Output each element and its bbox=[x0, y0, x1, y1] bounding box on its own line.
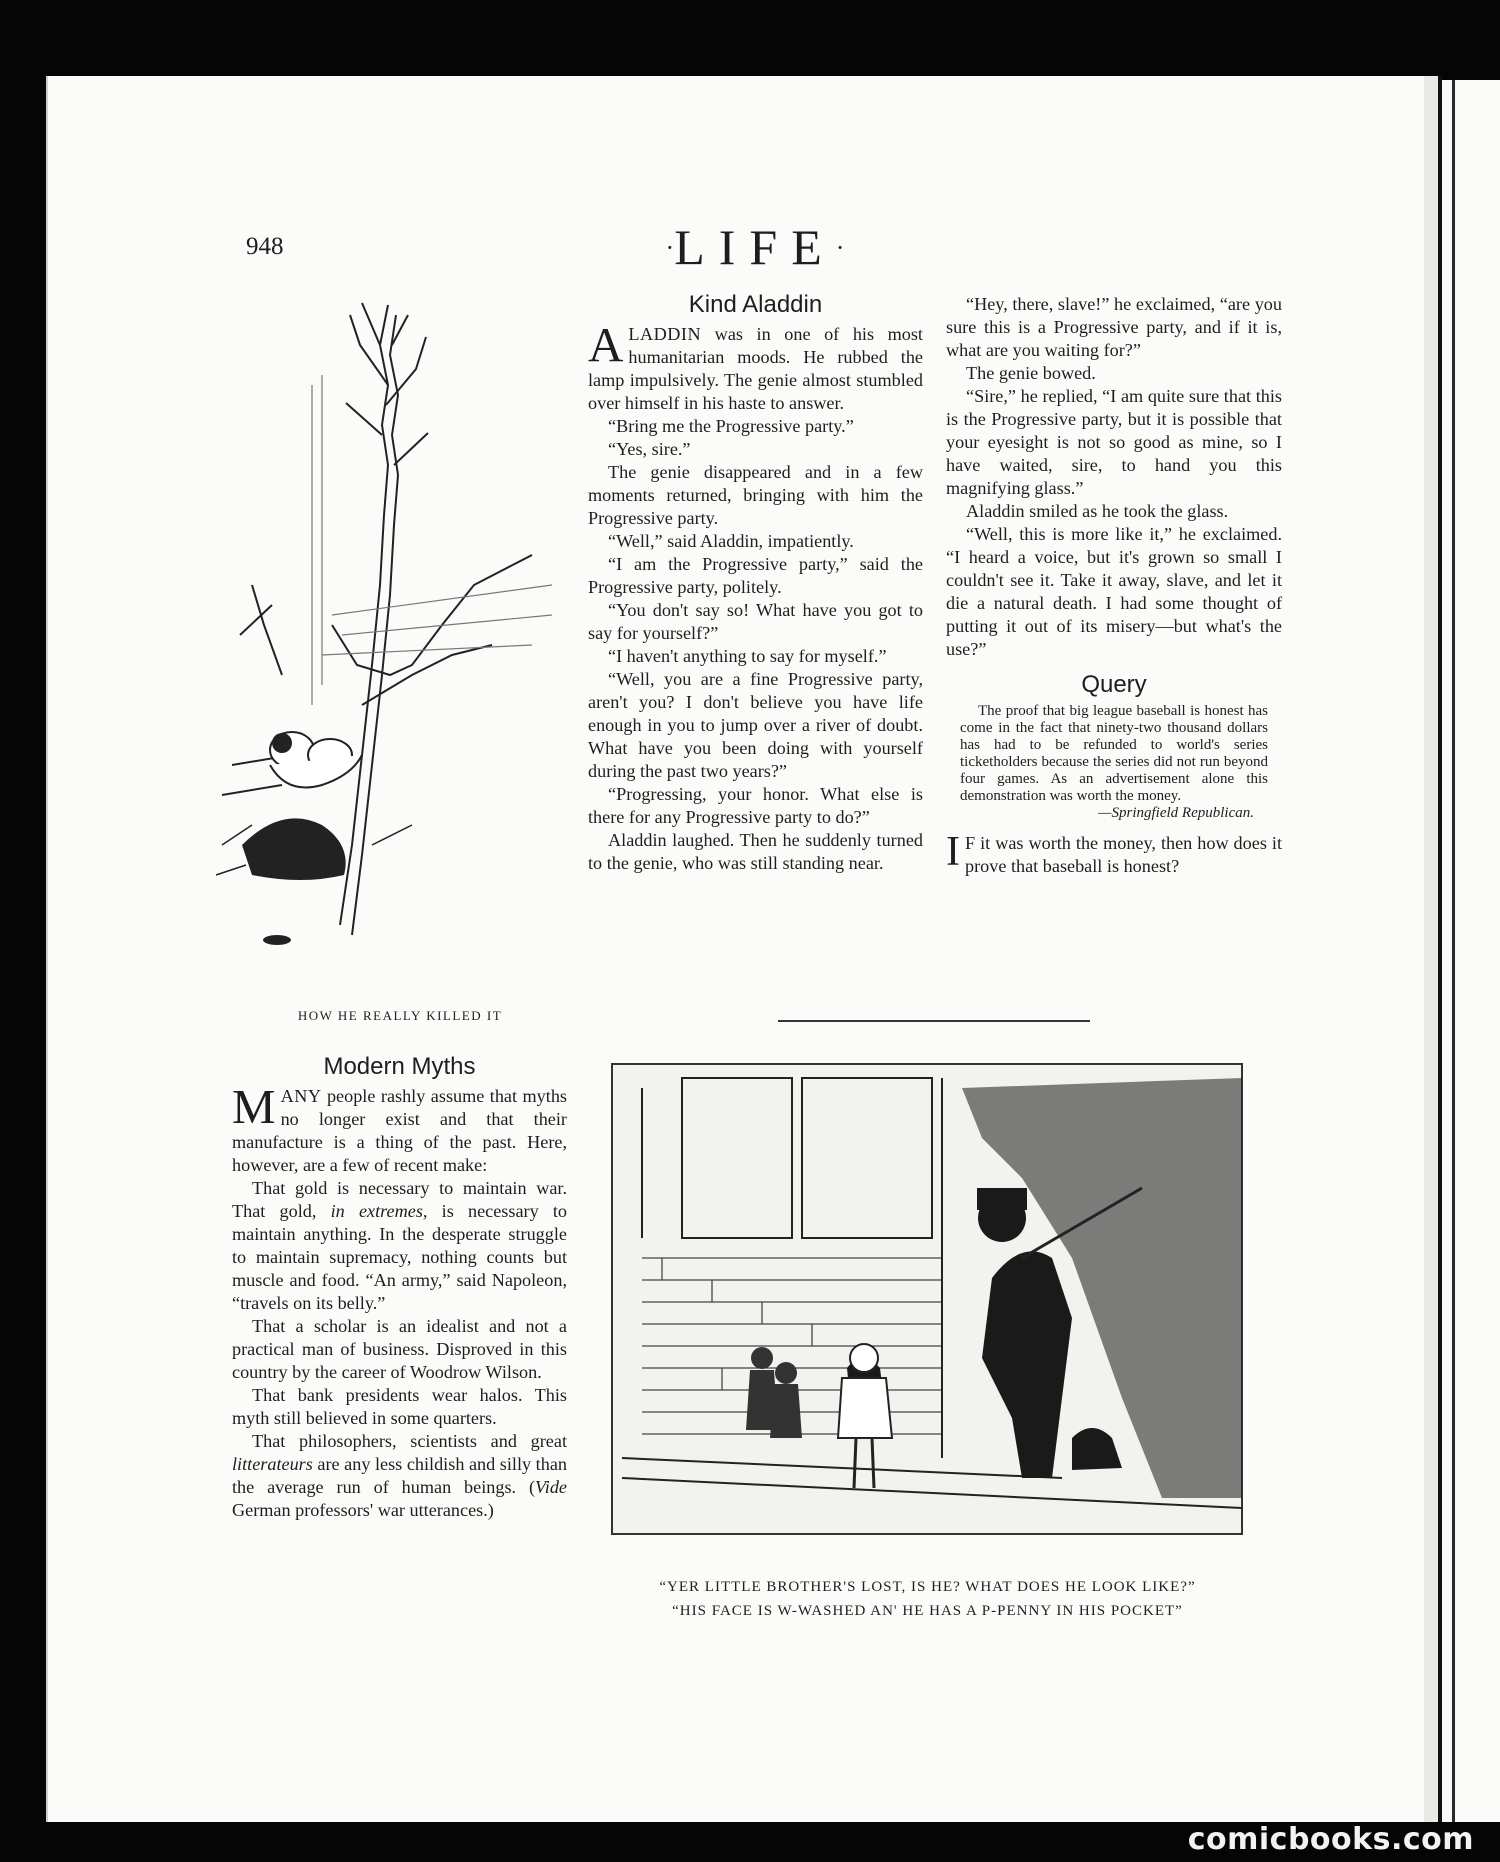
caption-line: “HIS FACE IS W-WASHED AN' HE HAS A P-PENNY IN HIS POCKET” bbox=[672, 1603, 1183, 1619]
article-paragraph: MANY people rashly assume that myths no longer exist and that their manufacture is a thing of the past. Here, however, are a few of recent make: bbox=[232, 1079, 567, 1175]
next-page-edge bbox=[1442, 80, 1500, 1822]
page-gutter bbox=[1424, 76, 1438, 1822]
illustration-caption bbox=[600, 1575, 1255, 1623]
article-title-query: Query bbox=[1081, 671, 1147, 698]
query-quote: The proof that big league baseball is honest has come in the fact that ninety-two thousand dollars has had to be refunded to world's series ticketholders because the series did not run beyond four games. As an advertisement alone this demonstration was worth the money. —Springfield Republican. bbox=[960, 703, 1268, 821]
article-paragraph: That bank presidents wear halos. This myth still believed in some quarters. bbox=[232, 1385, 567, 1428]
article-paragraph: I F it was worth the money, then how does it prove that baseball is honest? bbox=[946, 829, 1282, 876]
illustration-caption: HOW HE REALLY KILLED IT bbox=[297, 1008, 503, 1023]
illustration-tree-man bbox=[212, 285, 562, 1000]
article-paragraph: “You don't say so! What have you got to say for yourself?” bbox=[588, 600, 923, 643]
page-number: 948 bbox=[246, 233, 284, 260]
article-paragraph: “I am the Progressive party,” said the Progressive party, politely. bbox=[588, 554, 923, 597]
article-paragraph: “I haven't anything to say for myself.” bbox=[608, 646, 887, 666]
article-paragraph: That philosophers, scientists and great litterateurs are any less childish and silly than the average run of human beings. (Vide German professors' war utterances.) bbox=[232, 1431, 567, 1520]
article-paragraph: Aladdin smiled as he took the glass. bbox=[966, 501, 1229, 521]
article-paragraph: “Sire,” he replied, “I am quite sure that this is the Progressive party, but it is possible that your eyesight is not so good as mine, so I have waited, sire, to hand you this magnifying glass.” bbox=[946, 386, 1282, 498]
caption-line: “YER LITTLE BROTHER'S LOST, IS HE? WHAT DOES HE LOOK LIKE?” bbox=[659, 1579, 1196, 1595]
watermark: comicbooks.com bbox=[1187, 1822, 1474, 1857]
article-kind-aladdin bbox=[588, 293, 923, 875]
article-paragraph: The genie disappeared and in a few moments returned, bringing with him the Progressive party. bbox=[588, 462, 923, 528]
masthead: ·LIFE· bbox=[665, 219, 845, 275]
article-modern-myths bbox=[232, 1055, 567, 1522]
article-paragraph: “Progressing, your honor. What else is there for any Progressive party to do?” bbox=[588, 784, 923, 827]
article-paragraph: “Yes, sire.” bbox=[608, 439, 691, 459]
section-divider bbox=[778, 1020, 1090, 1022]
article-title: Modern Myths bbox=[323, 1053, 476, 1080]
article-kind-aladdin-continued bbox=[946, 293, 1282, 878]
article-paragraph: Aladdin laughed. Then he suddenly turned to the genie, who was still standing near. bbox=[588, 830, 923, 873]
article-paragraph: “Well, this is more like it,” he exclaimed. “I heard a voice, but it's grown so small I couldn't see it. Take it away, slave, and let it die a natural death. I had some thought of putting it out of its misery—but what's the use?” bbox=[946, 524, 1282, 659]
quote-source: —Springfield Republican. bbox=[1098, 805, 1254, 821]
article-paragraph: “Well, you are a fine Progressive party, aren't you? I don't believe you have life enough in you to jump over a river of doubt. What have you been doing with yourself during the past two years?” bbox=[588, 669, 923, 781]
article-paragraph: “Bring me the Progressive party.” bbox=[608, 416, 854, 436]
article-title: Kind Aladdin bbox=[688, 291, 823, 318]
dropcap: A bbox=[588, 317, 624, 372]
article-paragraph: That a scholar is an idealist and not a practical man of business. Disproved in this country by the career of Woodrow Wilson. bbox=[232, 1316, 567, 1382]
article-paragraph: That gold is necessary to maintain war. That gold, in extremes, is necessary to maintain anything. In the desperate struggle to maintain supremacy, nothing counts but muscle and food. “An army,” said Napoleon, “travels on its belly.” bbox=[232, 1178, 568, 1313]
article-paragraph: “Well,” said Aladdin, impatiently. bbox=[608, 531, 854, 551]
article-paragraph: ALADDIN was in one of his most humanitarian moods. He rubbed the lamp impulsively. The genie almost stumbled over himself in his haste to answer. bbox=[588, 317, 923, 413]
article-paragraph: “Hey, there, slave!” he exclaimed, “are you sure this is a Progressive party, and if it is, what are you waiting for?” bbox=[946, 294, 1282, 360]
dropcap: I bbox=[946, 829, 960, 875]
article-paragraph: The genie bowed. bbox=[966, 363, 1096, 383]
illustration-policeman-child bbox=[602, 1058, 1252, 1548]
dropcap: M bbox=[232, 1079, 276, 1134]
masthead-title: LIFE bbox=[674, 219, 836, 275]
